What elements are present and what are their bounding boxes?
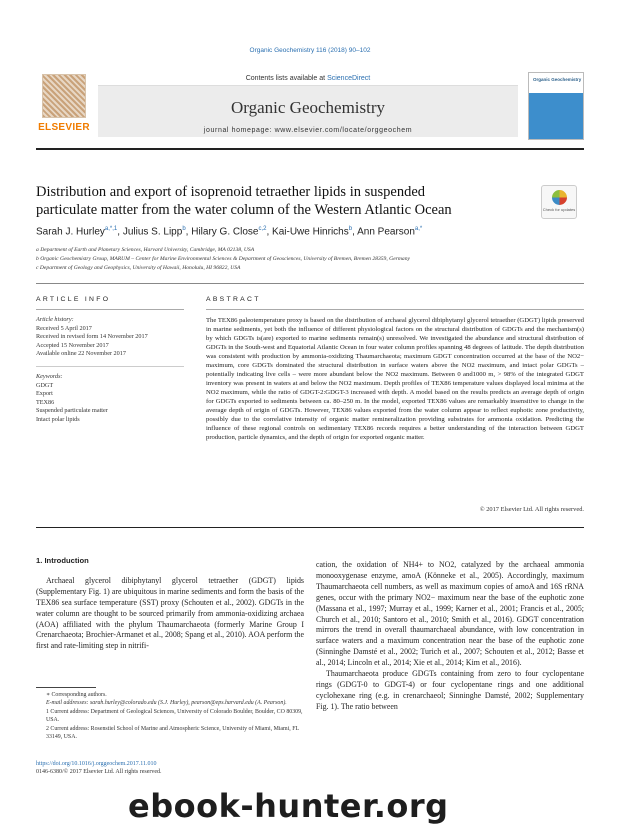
keyword-item: GDGT: [36, 381, 54, 389]
author-name[interactable]: Sarah J. Hurley: [36, 226, 105, 238]
history-online: Available online 22 November 2017: [36, 350, 126, 358]
author-affiliation-marker[interactable]: b: [182, 226, 186, 232]
doi-block: [36, 760, 304, 777]
author-separator: ,: [352, 226, 358, 238]
keyword-item: Intact polar lipids: [36, 415, 80, 423]
footnote-divider: [36, 687, 96, 688]
keyword-item: Suspended particulate matter: [36, 407, 108, 415]
cover-title: Organic Geochemistry: [533, 77, 582, 82]
crossmark-icon: [552, 190, 567, 205]
author-separator: ,: [117, 226, 123, 238]
issn-line: 0146-6380/© 2017 Elsevier Ltd. All rights reserved.: [36, 769, 162, 776]
sciencedirect-link[interactable]: ScienceDirect: [327, 75, 371, 82]
footnote-corresponding: ∗ Corresponding authors.: [46, 692, 107, 698]
homepage-link[interactable]: www.elsevier.com/locate/orggeochem: [274, 127, 413, 134]
article-history: Article history: Received 5 April 2017 Received in revised form 14 November 2017 Accepted 15 November 2017 Available online 22 November 2017: [36, 316, 186, 359]
affiliation-a: a Department of Earth and Planetary Sciences, Harvard University, Cambridge, MA 02138, USA: [36, 247, 255, 253]
journal-cover-thumbnail[interactable]: [528, 72, 584, 140]
body-column-right: [316, 560, 584, 713]
keyword-item: Export: [36, 390, 53, 398]
author-separator: ,: [185, 226, 192, 238]
section-heading-introduction: 1. Introduction: [36, 556, 89, 565]
keyword-item: TEX86: [36, 398, 55, 406]
crossmark-button[interactable]: [541, 185, 577, 219]
doi-link[interactable]: https://doi.org/10.1016/j.orggeochem.2017.11.010: [36, 761, 157, 767]
author-affiliation-marker[interactable]: b: [348, 226, 353, 232]
keywords: Keywords: GDGT Export TEX86 Suspended particulate matter Intact polar lipids: [36, 373, 186, 425]
footnote-2: 2 Current address: Rosenstiel School of Marine and Atmospheric Science, University of Miami, Miami, FL 33149, USA.: [46, 725, 299, 741]
abstract-copyright: © 2017 Elsevier Ltd. All rights reserved.: [479, 506, 584, 513]
author-affiliation-marker[interactable]: a,*,1: [104, 226, 118, 232]
elsevier-tree-icon: [42, 74, 86, 118]
author-separator: ,: [266, 226, 273, 238]
footnote-1: 1 Current address: Department of Geological Sciences, University of Colorado Boulder, Boulder, CO 80309, USA.: [46, 708, 303, 724]
intro-paragraph-1-continued: cation, the oxidation of NH4+ to NO2, catalyzed by the archaeal ammonia monooxygenase enzyme, amoA (Könneke et al., 2005). Accordingly, maximum Thaumarchaeota cell numbers, as well as maximum copies of amoA and 16S rRNA genes, occur with the primary NO2− maximum near the base of the euphotic zone (Massana et al., 1997; Murray et al., 1999; Karner et al., 2001; Francis et al., 2005; Church et al., 2010; Santoro et al., 2010; Smith et al., 2016). GDGT concentration mirrors the trend in overall thaumarchaeal abundance, with low concentration in surface waters and a maximum concentration near the base of the euphotic zone (Sinninghe Damsté et al., 2002; Turich et al., 2007; Schouten et al., 2012; Basse et al., 2014; Lincoln et al., 2014; Xie et al., 2014; Kim et al., 2016).: [316, 560, 584, 668]
body-column-left: [36, 556, 304, 652]
abstract-end-divider: [36, 527, 584, 528]
author-affiliation-marker[interactable]: c,2: [258, 226, 267, 232]
journal-title-box: [98, 85, 518, 137]
crossmark-label: Check for updates: [542, 207, 576, 212]
article-info-heading: ARTICLE INFO: [36, 296, 111, 303]
intro-paragraph-1: Archaeal glycerol dibiphytanyl glycerol tetraether (GDGT) lipids (Supplementary Fig. 1) are ubiquitous in marine sediments and form the basis of the TEX86 sea surface temperature (SST) proxy (Schouten et al., 2002). GDGTs in the water column are thought to be sourced primarily from ammonia-oxidizing archaea (AOA) affiliated with the phylum Thaumarchaeota (formerly Marine Group I Crenarchaeota; Brochier-Armanet et al., 2008; Spang et al., 2010). AOA perform the first and rate-limiting step in nitrifi-: [36, 575, 304, 651]
article-info-divider: [36, 309, 184, 310]
article-title: Distribution and export of isoprenoid tetraether lipids in suspended particulate matter from the water column of the Western Atlantic Ocean: [36, 184, 452, 218]
contents-line: Contents lists available at ScienceDirect: [245, 75, 371, 82]
author-name[interactable]: Ann Pearson: [357, 226, 415, 238]
history-revised: Received in revised form 14 November 2017: [36, 333, 148, 341]
author-name[interactable]: Kai-Uwe Hinrichs: [272, 226, 349, 238]
journal-banner: [98, 72, 518, 140]
abstract-text: The TEX86 paleotemperature proxy is based on the distribution of archaeal glycerol dibiphytanyl glycerol tetraether (GDGT) lipids preserved in marine sediments, yet both the influence of different physiological factors on the structural distribution of GDGTs and the mechanism(s) by which GDGTs is(are) exported to marine sediments remain(s) unresolved. We investigated the abundance and structural distribution of GDGTs in the South-west and Equatorial Atlantic Ocean in four water column profiles spanning 48 degrees of latitude. The depth distribution was consistent with production by ammonia-oxidizing Thaumarchaeota; maximum GDGT concentration occurred at the base of the NO2− maximum, core GDGTs dominated the structural distribution in surface waters above the NO2 maximum, and intact polar GDGTs – potentially indicating live cells – were more abundant below the NO2 maximum. Between 0 and1000 m, > 98% of the integrated GDGT inventory was present in waters at and below the NO2 maximum. Depth profiles of TEX86 temperature values displayed local minima at the NO2 maximum, while the ratio of GDGT-2:GDGT-3 increased with depth. A model based on the results predicts an average depth of origin for GDGTs exported to sediments between ca. 80–250 m. In the model, exported TEX86 values are remarkably insensitive to change in the average depth of origin of GDGTs. However, TEX86 values exported from the water column appear to reflect euphotic zone productivity, possibly due to the correlative intensity of organic matter remineralization providing substrates for ammonia oxidation. Predicting the influence of these regional controls on sedimentary TEX86 records requires a better understanding of the interaction between GDGT production, particle dynamics, and the depth of origin for exported organic matter.: [206, 317, 584, 441]
history-received: Received 5 April 2017: [36, 324, 92, 332]
author-name[interactable]: Hilary G. Close: [191, 226, 259, 238]
publisher-name: ELSEVIER: [38, 122, 90, 133]
journal-title: Organic Geochemistry: [230, 98, 386, 117]
abstract-divider: [206, 309, 584, 310]
journal-reference[interactable]: Organic Geochemistry 116 (2018) 90–102: [249, 47, 371, 54]
watermark: ebook-hunter.org: [128, 787, 449, 825]
affiliation-b: b Organic Geochemistry Group, MARUM – Center for Marine Environmental Sciences & Department of Geosciences, University of Bremen, Bremen 28359, Germany: [36, 256, 410, 262]
journal-homepage: journal homepage: www.elsevier.com/locate/orggeochem: [203, 127, 413, 134]
footnote-email[interactable]: E-mail addresses: sarah.hurley@colorado.edu (S.J. Hurley), pearson@eps.harvard.edu (A. Pearson).: [46, 700, 287, 707]
author-name[interactable]: Julius S. Lipp: [122, 226, 183, 238]
author-affiliation-marker[interactable]: a,*: [414, 226, 423, 232]
footnotes: [36, 691, 304, 741]
abstract-heading: ABSTRACT: [206, 296, 261, 303]
intro-paragraph-2: Thaumarchaeota produce GDGTs containing from zero to four cyclopentane rings (GDGT-0 to GDGT-4) or four cyclopentane rings and one additional cyclohexane ring (e.g. in crenarchaeol; Sinninghe Damsté, 2002; Supplementary Fig. 1). The ratio between: [316, 669, 584, 711]
affiliation-list: [36, 246, 584, 273]
journal-header: [36, 72, 584, 150]
article-info-separator: [36, 366, 184, 367]
history-accepted: Accepted 15 November 2017: [36, 341, 109, 349]
elsevier-logo[interactable]: [36, 72, 92, 140]
author-list: [36, 226, 584, 237]
header-divider: [36, 148, 584, 150]
affiliation-divider: [36, 283, 584, 284]
affiliation-c: c Department of Geology and Geophysics, University of Hawaii, Honolulu, HI 96822, USA: [36, 265, 241, 271]
